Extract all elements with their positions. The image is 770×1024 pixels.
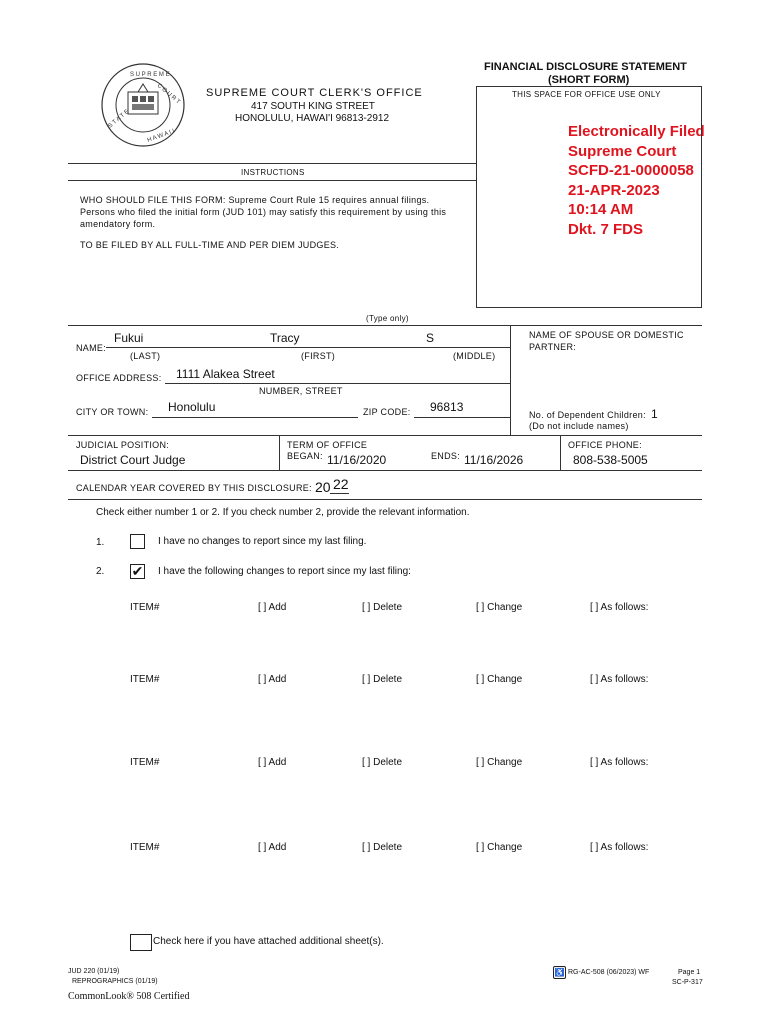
attached-sheets-checkbox[interactable] — [130, 934, 152, 951]
court-seal — [100, 62, 186, 148]
item-label: ITEM# — [130, 757, 160, 768]
calendar-year-prefix: 20 — [315, 479, 331, 495]
spouse-label: NAME OF SPOUSE OR DOMESTIC — [529, 330, 684, 340]
office-address-label: OFFICE ADDRESS: — [76, 373, 162, 383]
ends-field[interactable]: 11/16/2026 — [464, 453, 524, 467]
ends-label: ENDS: — [431, 451, 461, 461]
delete-checkbox[interactable]: [ ] Delete — [362, 842, 403, 853]
office-address-field[interactable]: 1111 Alakea Street — [176, 367, 275, 381]
judicial-position-field[interactable]: District Court Judge — [80, 453, 186, 467]
spouse-label-2: PARTNER: — [529, 342, 577, 352]
item-label: ITEM# — [130, 674, 160, 685]
form-number: JUD 220 (01/19) — [68, 968, 120, 975]
option-2-text: I have the following changes to report since my last filing: — [158, 566, 411, 577]
add-checkbox[interactable]: [ ] Add — [258, 602, 287, 613]
svg-text:C O U R T: C O U R T — [155, 82, 181, 106]
calendar-year-field[interactable]: 22 — [333, 476, 349, 492]
instructions-line1: WHO SHOULD FILE THIS FORM: Supreme Court Rule 15 requires annual filings. — [80, 195, 430, 205]
first-label: (FIRST) — [301, 351, 336, 361]
option-1-checkbox[interactable] — [130, 534, 145, 549]
delete-checkbox[interactable]: [ ] Delete — [362, 674, 403, 685]
item-label: ITEM# — [130, 602, 160, 613]
as-follows-checkbox[interactable]: [ ] As follows: — [590, 842, 649, 853]
change-checkbox[interactable]: [ ] Change — [476, 842, 523, 853]
began-field[interactable]: 11/16/2020 — [327, 453, 387, 467]
office-use-label: THIS SPACE FOR OFFICE USE ONLY — [512, 90, 661, 99]
form-subtitle: (SHORT FORM) — [548, 74, 630, 86]
svg-text:S T A T E: S T A T E — [107, 108, 131, 130]
office-phone-label: OFFICE PHONE: — [568, 440, 642, 450]
delete-checkbox[interactable]: [ ] Delete — [362, 757, 403, 768]
judicial-position-label: JUDICIAL POSITION: — [76, 440, 170, 450]
office-address-line2: HONOLULU, HAWAI'I 96813-2912 — [235, 113, 390, 124]
zip-label: ZIP CODE: — [363, 407, 411, 417]
last-label: (LAST) — [130, 351, 161, 361]
change-checkbox[interactable]: [ ] Change — [476, 757, 523, 768]
delete-checkbox[interactable]: [ ] Delete — [362, 602, 403, 613]
option-1-number: 1. — [96, 537, 105, 548]
option-2-checkbox[interactable]: ✔ — [131, 563, 144, 579]
last-name-field[interactable]: Fukui — [114, 331, 144, 345]
change-checkbox[interactable]: [ ] Change — [476, 602, 523, 613]
add-checkbox[interactable]: [ ] Add — [258, 674, 287, 685]
option-1-text: I have no changes to report since my last filing. — [158, 536, 367, 547]
reprographics: REPROGRAPHICS (01/19) — [72, 978, 158, 985]
calendar-year-label: CALENDAR YEAR COVERED BY THIS DISCLOSURE: — [76, 483, 312, 493]
sc-code: SC-P-317 — [672, 979, 703, 986]
attached-sheets-text: Check here if you have attached additional sheet(s). — [153, 936, 384, 947]
dependents-label: No. of Dependent Children: — [529, 410, 646, 420]
instructions-heading: INSTRUCTIONS — [241, 168, 305, 177]
svg-text:S U P R E M E: S U P R E M E — [130, 72, 170, 78]
name-label: NAME: — [76, 343, 107, 353]
term-label: TERM OF OFFICE — [287, 440, 368, 450]
middle-name-field[interactable]: S — [426, 331, 435, 345]
city-label: CITY OR TOWN: — [76, 407, 149, 417]
page-number: Page 1 — [678, 969, 701, 976]
number-street-label: NUMBER, STREET — [259, 386, 343, 396]
instructions-line3: amendatory form. — [80, 219, 156, 229]
svg-text:H A W A I I: H A W A I I — [146, 128, 176, 144]
middle-label: (MIDDLE) — [453, 351, 496, 361]
instructions-line4: TO BE FILED BY ALL FULL-TIME AND PER DIEM JUDGES. — [80, 240, 340, 250]
type-only-label: (Type only) — [366, 314, 409, 323]
office-name: SUPREME COURT CLERK'S OFFICE — [206, 87, 423, 99]
certified-label: CommonLook® 508 Certified — [68, 991, 190, 1002]
option-2-number: 2. — [96, 566, 105, 577]
dependents-note: (Do not include names) — [529, 421, 629, 431]
change-checkbox[interactable]: [ ] Change — [476, 674, 523, 685]
stamp-line6: Dkt. 7 FDS — [568, 220, 644, 238]
stamp-line1: Electronically Filed — [568, 123, 705, 140]
filing-stamp — [568, 122, 705, 239]
rg-code: RG-AC-508 (06/2023) WF — [568, 969, 650, 976]
stamp-line2: Supreme Court — [568, 142, 677, 160]
stamp-line4: 21-APR-2023 — [568, 181, 660, 199]
as-follows-checkbox[interactable]: [ ] As follows: — [590, 757, 649, 768]
zip-field[interactable]: 96813 — [430, 400, 464, 414]
instructions-line2: Persons who filed the initial form (JUD 101) may satisfy this requirement by using this — [80, 207, 447, 217]
dependents-field[interactable]: 1 — [651, 407, 658, 421]
add-checkbox[interactable]: [ ] Add — [258, 842, 287, 853]
accessibility-icon: ♿ — [554, 968, 565, 977]
check-instructions: Check either number 1 or 2. If you check number 2, provide the relevant information. — [96, 507, 470, 518]
first-name-field[interactable]: Tracy — [270, 331, 300, 345]
city-field[interactable]: Honolulu — [168, 400, 216, 414]
office-phone-field[interactable]: 808-538-5005 — [573, 453, 648, 467]
began-label: BEGAN: — [287, 451, 323, 461]
as-follows-checkbox[interactable]: [ ] As follows: — [590, 602, 649, 613]
stamp-line5: 10:14 AM — [568, 201, 634, 218]
item-label: ITEM# — [130, 842, 160, 853]
office-address-line1: 417 SOUTH KING STREET — [251, 101, 375, 112]
form-title: FINANCIAL DISCLOSURE STATEMENT — [484, 61, 687, 73]
add-checkbox[interactable]: [ ] Add — [258, 757, 287, 768]
stamp-line3: SCFD-21-0000058 — [568, 162, 694, 179]
as-follows-checkbox[interactable]: [ ] As follows: — [590, 674, 649, 685]
